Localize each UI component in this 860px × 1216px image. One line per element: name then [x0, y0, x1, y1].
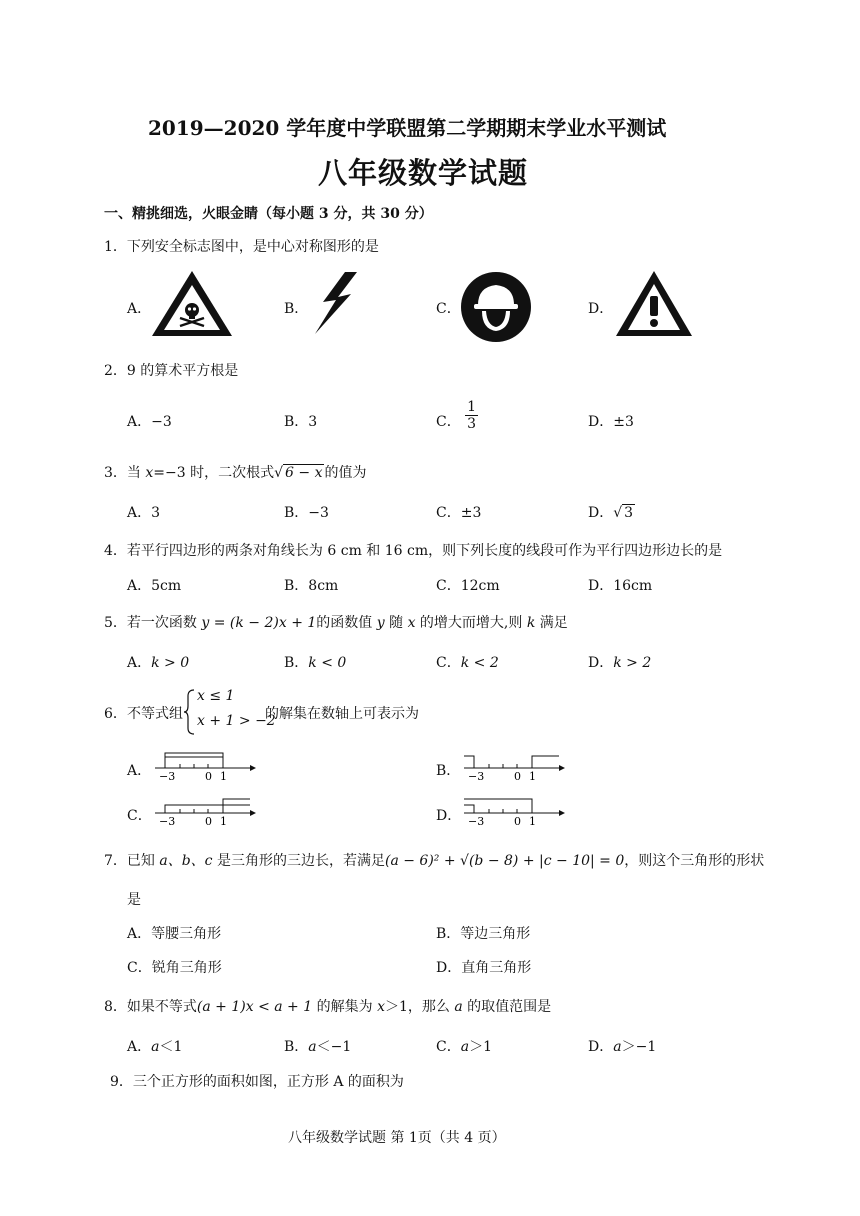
- option-variable: a: [613, 1039, 622, 1055]
- axis-label-neg3: −3: [468, 770, 485, 783]
- q1-option-b-label: B．: [284, 301, 309, 317]
- axis-label-1: 1: [220, 770, 227, 783]
- page-footer: 八年级数学试题 第 1页（共 4 页）: [288, 1130, 506, 1146]
- q5-option-d: [588, 652, 651, 672]
- q4-option-d: D．16cm: [588, 578, 653, 594]
- question-stem: 三个正方形的面积如图，正方形 A 的面积为: [132, 1074, 404, 1090]
- option-label: C．: [436, 1039, 461, 1055]
- radical: √ 3: [613, 505, 634, 521]
- question-number: 8．: [104, 999, 127, 1015]
- stem-part: 已知: [126, 853, 160, 869]
- question-number: 2．: [104, 363, 127, 379]
- question-1: [104, 236, 379, 256]
- question-7: [104, 850, 764, 870]
- axis-label-neg3: −3: [159, 815, 176, 828]
- option-expression: ＞1: [469, 1039, 492, 1055]
- stem-part: 是三角形的三边长，若满足: [212, 853, 385, 869]
- stem-part: =−3 时，二次根式: [153, 465, 275, 481]
- formula: y = (k − 2)x + 1: [201, 615, 317, 631]
- radical: √ 6 − x: [274, 465, 323, 481]
- q7-option-a: A．等腰三角形: [127, 926, 222, 942]
- q3-option-b: B．−3: [284, 505, 329, 521]
- stem-part: 的函数值: [316, 615, 377, 631]
- q7-option-c: C．锐角三角形: [127, 960, 222, 976]
- axis-label-neg3: −3: [468, 815, 485, 828]
- question-number: 1．: [104, 239, 127, 255]
- variables: a、b、c: [159, 853, 213, 869]
- fraction-denominator: 3: [467, 415, 477, 432]
- q4-option-b: B．8cm: [284, 578, 339, 594]
- question-6-stem-a: 不等式组: [127, 706, 183, 722]
- variable-a: a: [454, 999, 463, 1015]
- option-expression: ＜−1: [316, 1039, 352, 1055]
- option-expression: k > 2: [613, 655, 652, 671]
- q1-option-a-label: A．: [127, 301, 152, 317]
- q7-option-b: B．等边三角形: [436, 926, 531, 942]
- exam-title: 八年级数学试题: [318, 156, 529, 190]
- q2-option-a: A．−3: [127, 414, 172, 430]
- number-line-b: [459, 748, 569, 788]
- variable-x: x: [145, 465, 154, 481]
- option-variable: a: [460, 1039, 470, 1055]
- question-6-stem-b: 的解集在数轴上可表示为: [265, 706, 419, 722]
- option-label: A．: [127, 655, 152, 671]
- variable-y: y: [376, 615, 385, 631]
- brace-icon: [183, 688, 195, 736]
- question-6-number: 6．: [104, 706, 127, 722]
- formula: (a + 1)x < a + 1: [196, 999, 313, 1015]
- exclamation-warning-icon: [614, 268, 694, 338]
- q3-option-c: C．±3: [436, 505, 482, 521]
- axis-label-0: 0: [514, 815, 521, 828]
- question-stem: 9 的算术平方根是: [126, 363, 239, 379]
- q1-option-c-label: C．: [436, 301, 461, 317]
- radicand: 6 − x: [285, 465, 323, 481]
- option-label: B．: [284, 655, 309, 671]
- q2-option-d: D．±3: [588, 414, 634, 430]
- variable-x: x: [407, 615, 416, 631]
- q3-option-a: A．3: [127, 505, 161, 521]
- helmet-required-icon: [460, 271, 532, 343]
- high-voltage-icon: [311, 270, 361, 336]
- section-heading: 一、精挑细选，火眼金睛（每小题 3 分，共 30 分）: [104, 206, 433, 222]
- question-number: 9．: [110, 1074, 133, 1090]
- q4-option-a: A．5cm: [127, 578, 182, 594]
- stem-part: 若一次函数: [126, 615, 202, 631]
- axis-label-1: 1: [529, 815, 536, 828]
- stem-part: 当: [126, 465, 146, 481]
- axis-label-0: 0: [514, 770, 521, 783]
- option-label: C．: [436, 414, 461, 430]
- option-variable: a: [308, 1039, 317, 1055]
- stem-part: ，则这个三角形的形状: [624, 853, 765, 869]
- q5-option-a: [127, 652, 189, 672]
- axis-label-1: 1: [220, 815, 227, 828]
- q4-option-c: C．12cm: [436, 578, 500, 594]
- stem-part: 随: [384, 615, 408, 631]
- question-4: [104, 540, 722, 560]
- inequality-1: x ≤ 1: [197, 688, 235, 704]
- radicand: 3: [624, 505, 634, 521]
- option-label: A．: [127, 1039, 152, 1055]
- variable-x: x: [377, 999, 385, 1015]
- question-8: [104, 996, 551, 1016]
- question-7-continued: 是: [127, 892, 141, 908]
- option-label: D．: [588, 1039, 614, 1055]
- q3-option-d: [588, 502, 635, 522]
- q8-option-a: [127, 1036, 182, 1056]
- option-expression: k < 2: [460, 655, 499, 671]
- variable-k: k: [526, 615, 536, 631]
- stem-part: 的取值范围是: [462, 999, 552, 1015]
- q8-option-b: [284, 1036, 351, 1056]
- stem-part: ＞1，那么: [384, 999, 455, 1015]
- q2-option-b: B．3: [284, 414, 318, 430]
- toxic-warning-icon: [150, 268, 234, 338]
- question-2: [104, 360, 238, 380]
- axis-label-0: 0: [205, 770, 212, 783]
- question-number: 5．: [104, 615, 127, 631]
- stem-part: 的值为: [324, 465, 367, 481]
- option-expression: k > 0: [151, 655, 190, 671]
- axis-label-neg3: −3: [159, 770, 176, 783]
- option-label: D．: [588, 505, 614, 521]
- q1-option-d-label: D．: [588, 301, 614, 317]
- number-line-a: [150, 748, 260, 788]
- exam-subtitle: 2019—2020 学年度中学联盟第二学期期末学业水平测试: [148, 116, 667, 140]
- question-stem: 下列安全标志图中，是中心对称图形的是: [126, 239, 379, 255]
- q2-option-c: [436, 398, 478, 432]
- question-5: [104, 612, 568, 632]
- q5-option-c: [436, 652, 499, 672]
- q8-option-c: [436, 1036, 492, 1056]
- question-3: [104, 462, 366, 482]
- q5-option-b: [284, 652, 346, 672]
- option-variable: a: [151, 1039, 160, 1055]
- axis-label-1: 1: [529, 770, 536, 783]
- option-label: B．: [284, 1039, 309, 1055]
- stem-part: 的解集为: [312, 999, 378, 1015]
- inequality-2: x + 1 > −2: [197, 713, 276, 729]
- fraction: [465, 399, 478, 432]
- question-number: 4．: [104, 543, 127, 559]
- stem-part: 满足: [535, 615, 568, 631]
- q6-option-b-label: B．: [436, 763, 461, 779]
- axis-label-0: 0: [205, 815, 212, 828]
- q6-option-c-label: C．: [127, 808, 152, 824]
- q8-option-d: [588, 1036, 656, 1056]
- q7-option-d: D．直角三角形: [436, 960, 532, 976]
- question-number: 3．: [104, 465, 127, 481]
- option-label: D．: [588, 655, 614, 671]
- stem-part: 如果不等式: [126, 999, 197, 1015]
- option-expression: k < 0: [308, 655, 347, 671]
- number-line-d: [459, 793, 569, 833]
- question-number: 7．: [104, 853, 127, 869]
- stem-part: 的增大而增大,则: [415, 615, 527, 631]
- question-9: [110, 1071, 404, 1091]
- number-line-c: [150, 793, 260, 833]
- formula: (a − 6)² + √(b − 8) + |c − 10| = 0: [384, 853, 625, 869]
- fraction-numerator: 1: [467, 398, 477, 415]
- question-stem: 若平行四边形的两条对角线长为 6 cm 和 16 cm，则下列长度的线段可作为平行四边形边长的是: [126, 543, 723, 559]
- q6-option-d-label: D．: [436, 808, 462, 824]
- option-expression: ＞−1: [621, 1039, 657, 1055]
- option-label: C．: [436, 655, 461, 671]
- option-expression: ＜1: [159, 1039, 183, 1055]
- q6-option-a-label: A．: [127, 763, 152, 779]
